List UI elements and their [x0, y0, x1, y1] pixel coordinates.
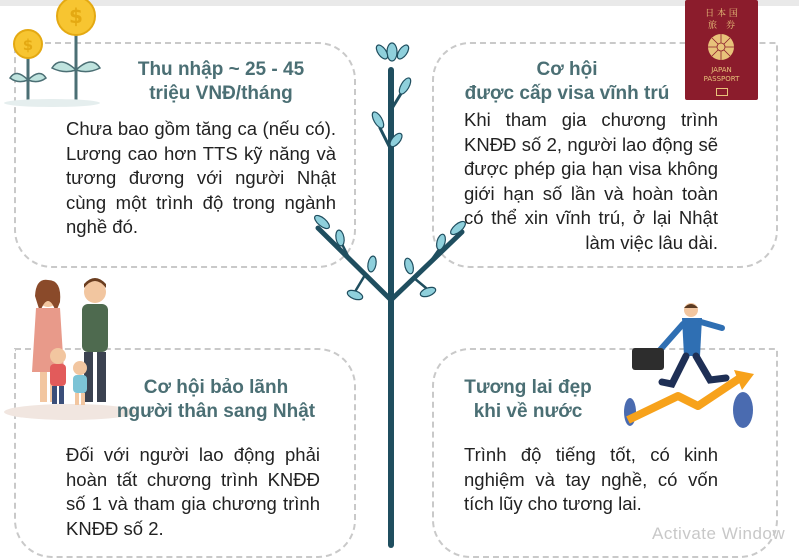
family-title [116, 376, 316, 424]
visa-title-line1: Cơ hội [536, 59, 598, 80]
passport-top-text: 日 本 国 [705, 9, 738, 19]
family-title-line2: người thân sang Nhật [116, 401, 316, 422]
visa-title [452, 58, 682, 106]
family-body: Đối với người lao động phải hoàn tất chương trình KNĐĐ số 1 và tham gia chương trình KNĐĐ số 2. [66, 444, 320, 539]
passport-label-2: PASSPORT [703, 75, 740, 83]
future-title-line1: Tương lai đẹp [464, 377, 592, 398]
passport-icon [685, 0, 758, 100]
visa-title-line2: được cấp visa vĩnh trú [464, 83, 670, 104]
passport-label-1: JAPAN [711, 66, 732, 74]
future-title [458, 376, 598, 424]
chrysanthemum-emblem-icon [706, 32, 736, 62]
income-title-line2: triệu VNĐ/tháng [149, 83, 293, 104]
businessman-growth-illustration [618, 300, 768, 440]
svg-text:$: $ [69, 4, 83, 28]
family-title-line1: Cơ hội bảo lãnh [143, 377, 289, 398]
future-title-line2: khi về nước [473, 401, 583, 422]
future-body: Trình độ tiếng tốt, có kinh nghiệm và tay nghề, có vốn tích lũy cho tương lai. [464, 444, 718, 514]
visa-body: Khi tham gia chương trình KNĐĐ số 2, người lao động sẽ được phép gia hạn visa không giới hạn số lần và hoàn toàn có thể xin vĩnh trú, ở lại Nhật làm việc lâu dài. [464, 109, 718, 253]
income-title [110, 58, 332, 106]
coin-plant-icon [0, 0, 110, 110]
income-body: Chưa bao gồm tăng ca (nếu có). Lương cao hơn TTS kỹ năng và tương đương với người Nhật cùng một trình độ trong ngành nghề đó. [66, 118, 336, 237]
income-title-line1: Thu nhập ~ 25 - 45 [137, 59, 305, 80]
passport-chip-icon [716, 88, 728, 96]
activate-windows-watermark: Activate Window [652, 524, 786, 543]
passport-top-text2: 旅 券 [707, 21, 735, 31]
svg-text:$: $ [22, 36, 34, 54]
